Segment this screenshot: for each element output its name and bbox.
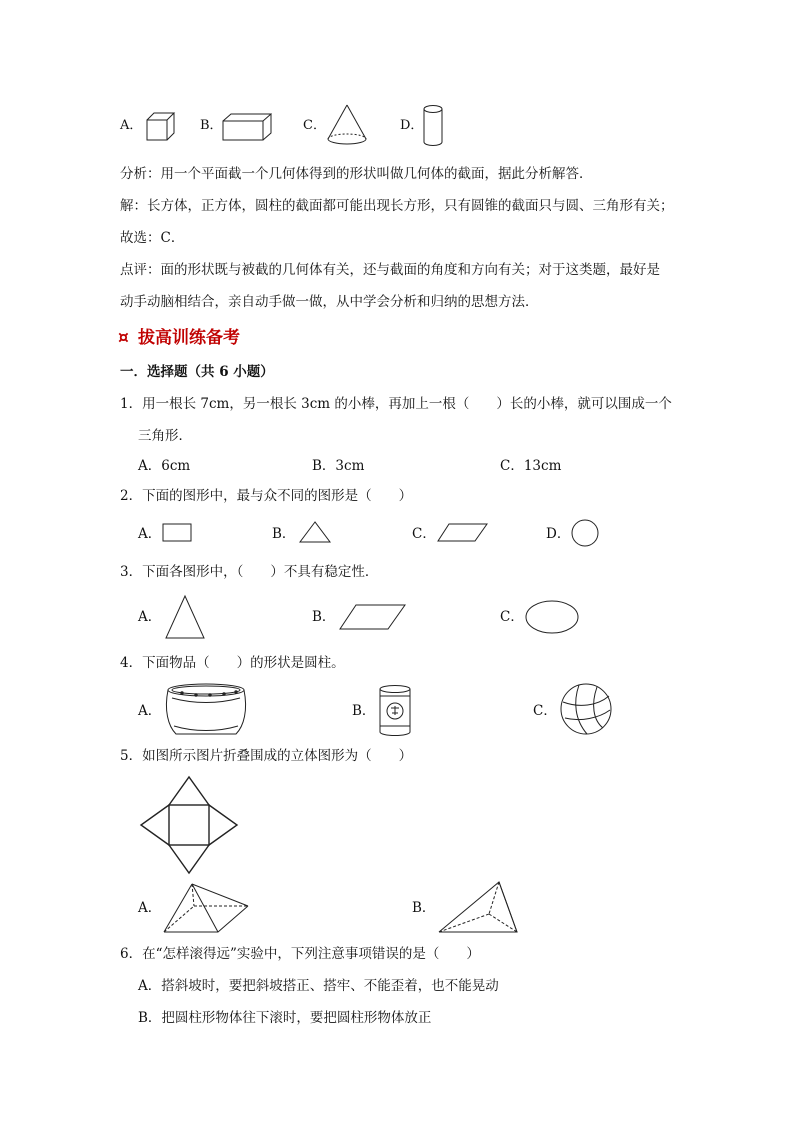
section-marker: ¤ xyxy=(118,328,129,348)
section-title: 拔高训练备考 xyxy=(138,328,240,348)
q4-option-a: A． xyxy=(138,703,162,719)
triangle-icon xyxy=(163,594,207,640)
cylinder-icon xyxy=(422,104,444,148)
circle-icon xyxy=(570,518,600,548)
answer-text: 故选：C． xyxy=(120,230,185,246)
rectangle-icon xyxy=(162,523,192,543)
q2-option-a: A． xyxy=(138,526,162,542)
q1-option-b: B．3cm xyxy=(312,458,365,474)
q4-option-b: B． xyxy=(352,703,376,719)
pyramid-triangular-base-icon xyxy=(437,880,521,936)
q3-option-a: A． xyxy=(138,609,162,625)
q3-option-c: C． xyxy=(500,609,524,625)
parallelogram-icon xyxy=(338,603,408,631)
q4-option-c: C． xyxy=(533,703,557,719)
q4-stem: 4．下面物品（ ）的形状是圆柱。 xyxy=(120,655,345,671)
q6-option-b: B．把圆柱形物体往下滚时，要把圆柱形物体放正 xyxy=(138,1010,432,1026)
q3-option-b: B． xyxy=(312,609,336,625)
comment-text-1: 点评：面的形状既与被截的几何体有关，还与截面的角度和方向有关；对于这类题，最好是 xyxy=(120,262,660,278)
cone-icon xyxy=(326,104,368,146)
q1-option-a: A．6cm xyxy=(138,458,191,474)
q3-stem: 3．下面各图形中，（ ）不具有稳定性． xyxy=(120,564,379,580)
q5-option-a: A． xyxy=(138,900,162,916)
q2-option-d: D． xyxy=(546,526,571,542)
q6-stem: 6．在“怎样滚得远”实验中，下列注意事项错误的是（ ） xyxy=(120,946,480,962)
prev-option-c-label: C． xyxy=(303,118,326,133)
analysis-text: 分析：用一个平面截一个几何体得到的形状叫做几何体的截面，据此分析解答． xyxy=(120,166,593,182)
parallelogram-icon xyxy=(437,523,489,543)
q2-stem: 2．下面的图形中，最与众不同的图形是（ ） xyxy=(120,488,413,504)
pyramid-square-base-icon xyxy=(162,880,250,936)
solution-text: 解：长方体，正方体，圆柱的截面都可能出现长方形，只有圆锥的截面只与圆、三角形有关； xyxy=(120,198,674,214)
triangle-icon xyxy=(298,520,332,544)
q2-option-c: C． xyxy=(412,526,436,542)
q1-option-c: C．13cm xyxy=(500,458,562,474)
cube-icon xyxy=(146,112,176,142)
prev-option-d-label: D． xyxy=(400,118,424,133)
prev-option-a-label: A． xyxy=(120,118,143,133)
drum-icon xyxy=(164,682,248,738)
q5-stem: 5．如图所示图片折叠围成的立体图形为（ ） xyxy=(120,748,413,764)
ball-icon xyxy=(559,682,613,736)
q6-option-a: A．搭斜坡时，要把斜坡搭正、搭牢、不能歪着，也不能晃动 xyxy=(138,978,499,994)
q1-stem-1: 1．用一根长 7cm，另一根长 3cm 的小棒，再加上一根（ ）长的小棒，就可以围成一个 xyxy=(120,396,672,412)
cuboid-icon xyxy=(222,113,272,141)
ellipse-icon xyxy=(524,599,580,635)
comment-text-2: 动手动脑相结合，亲自动手做一做，从中学会分析和归纳的思想方法． xyxy=(120,294,539,310)
part-heading: 一．选择题（共 6 小题） xyxy=(120,364,274,380)
q1-stem-2: 三角形． xyxy=(138,428,192,444)
pyramid-net-figure xyxy=(138,775,240,875)
prev-option-b-label: B． xyxy=(200,118,223,133)
q2-option-b: B． xyxy=(272,526,296,542)
can-icon xyxy=(378,684,412,738)
q5-option-b: B． xyxy=(412,900,436,916)
